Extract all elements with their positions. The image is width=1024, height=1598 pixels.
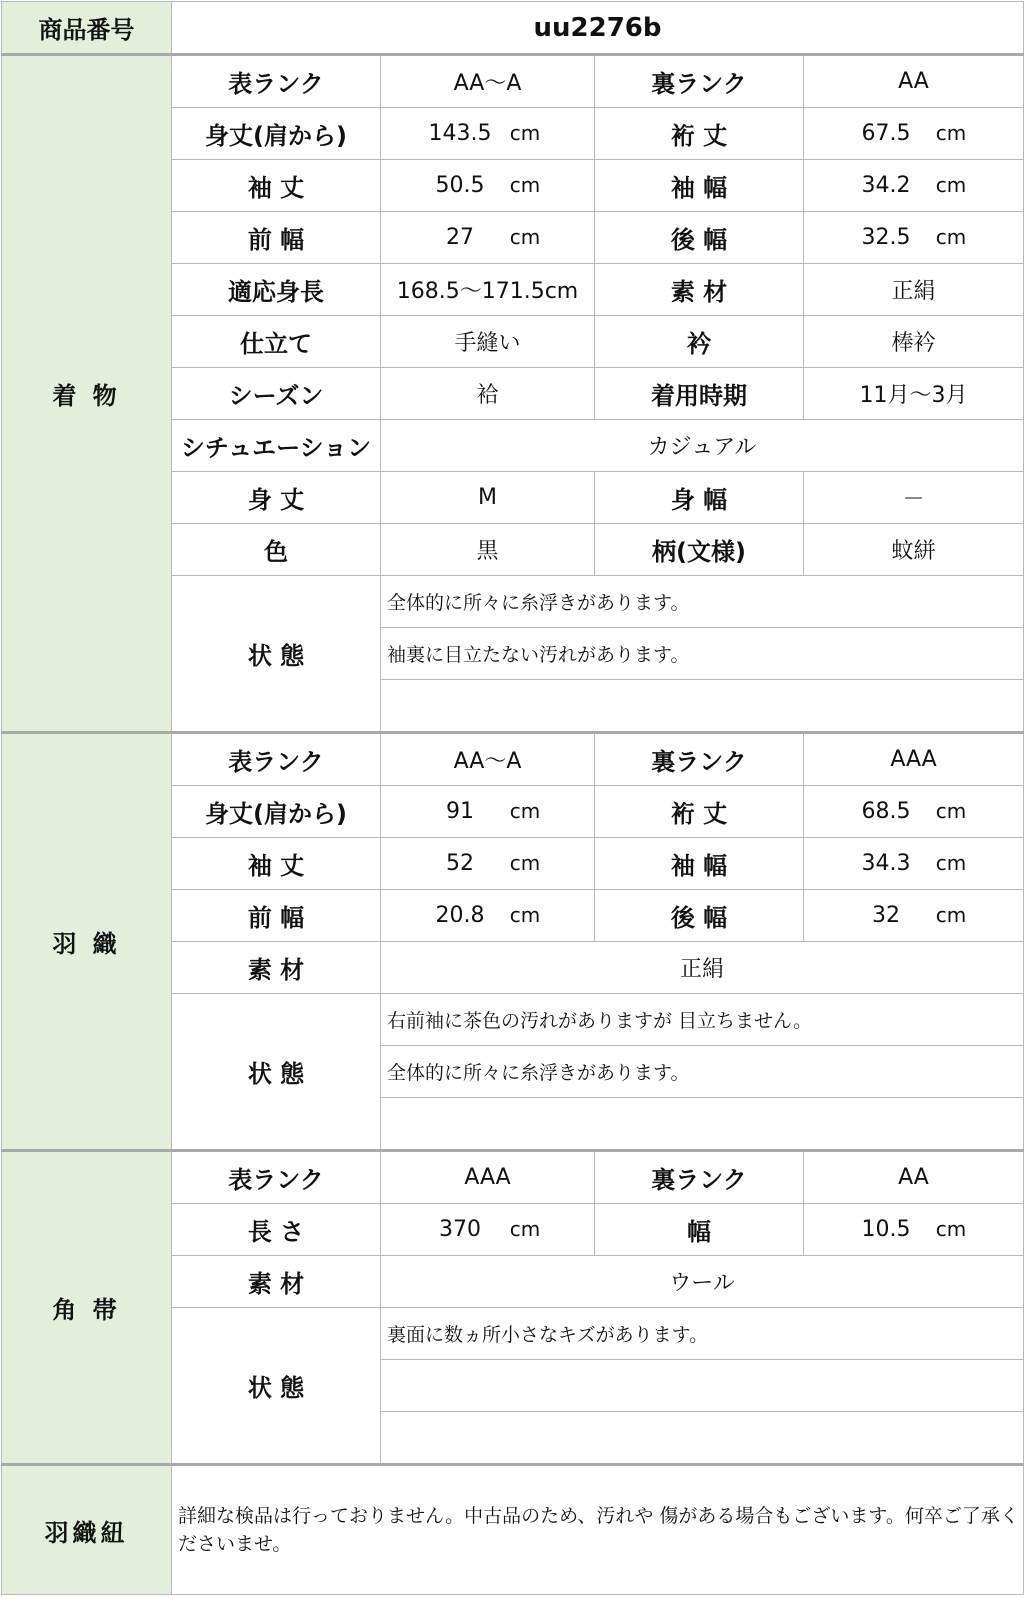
kimono-mitake-label: 身丈(肩から) [172,108,381,160]
kimono-condition-label: 状 態 [172,576,381,733]
kimono-sodehaba-cell [804,160,1024,212]
kakuobi-ura-rank-value: AA [804,1151,1024,1204]
haori-sodetake-unit: cm [509,851,541,875]
kimono-yuki-unit: cm [935,121,967,145]
haori-condition-line-3 [381,1098,1024,1151]
haori-maehaba-cell [381,890,595,942]
haori-mitake-cell [381,786,595,838]
kakuobi-section-title: 角 帯 [2,1151,172,1465]
kimono-eri-label: 衿 [595,316,804,368]
kimono-mihaba-value: － [804,472,1024,524]
kakuobi-rank-row [2,1151,1024,1204]
kimono-ushirohaba-label: 後 幅 [595,212,804,264]
kimono-mitake-unit: cm [509,121,541,145]
kimono-ushirohaba-cell [804,212,1024,264]
kimono-shitate-value: 手縫い [381,316,595,368]
haori-sodetake-label: 袖 丈 [172,838,381,890]
haori-sodehaba-unit: cm [935,851,967,875]
kakuobi-material-value: ウール [381,1256,1024,1308]
kimono-material-value: 正絹 [804,264,1024,316]
haori-material-value: 正絹 [381,942,1024,994]
haori-mitake-value: 91 [446,799,474,824]
haori-maehaba-unit: cm [509,903,541,927]
kimono-sodehaba-label: 袖 幅 [595,160,804,212]
kimono-maehaba-cell [381,212,595,264]
kakuobi-width-value: 10.5 [861,1217,911,1242]
haori-ushirohaba-value: 32 [872,903,900,928]
haori-sodetake-value: 52 [446,851,474,876]
kimono-color-value: 黒 [381,524,595,576]
kimono-situation-value: カジュアル [381,420,1024,472]
kakuobi-width-label: 幅 [595,1204,804,1256]
haori-yuki-label: 裄 丈 [595,786,804,838]
kimono-sodehaba-value: 34.2 [861,173,911,198]
product-number-row [2,2,1024,55]
kakuobi-omote-rank-label: 表ランク [172,1151,381,1204]
haori-yuki-cell [804,786,1024,838]
kakuobi-condition-label: 状 態 [172,1308,381,1465]
haori-yuki-unit: cm [935,799,967,823]
kimono-omote-rank-value: AA〜A [381,55,595,108]
kimono-section-title: 着 物 [2,55,172,733]
haori-sodehaba-cell [804,838,1024,890]
kimono-maehaba-label: 前 幅 [172,212,381,264]
haori-omote-rank-label: 表ランク [172,733,381,786]
kimono-pattern-value: 蚊絣 [804,524,1024,576]
haori-condition-label: 状 態 [172,994,381,1151]
kakuobi-width-unit: cm [935,1217,967,1241]
kimono-rank-row [2,55,1024,108]
kakuobi-width-cell [804,1204,1024,1256]
kakuobi-condition-line-1: 裏面に数ヵ所小さなキズがあります。 [381,1308,1024,1360]
kimono-sodehaba-unit: cm [935,173,967,197]
haori-condition-line-2: 全体的に所々に糸浮きがあります。 [381,1046,1024,1098]
kimono-ura-rank-label: 裏ランク [595,55,804,108]
haori-sodehaba-value: 34.3 [861,851,911,876]
product-number-label: 商品番号 [2,2,172,55]
kimono-mitake-value: 143.5 [428,121,492,146]
kakuobi-material-label: 素 材 [172,1256,381,1308]
kimono-period-label: 着用時期 [595,368,804,420]
kimono-omote-rank-label: 表ランク [172,55,381,108]
kimono-season-value: 袷 [381,368,595,420]
haori-ura-rank-label: 裏ランク [595,733,804,786]
kimono-size-value: M [381,472,595,524]
product-spec-table [1,1,1024,1595]
kimono-color-label: 色 [172,524,381,576]
kakuobi-length-value: 370 [439,1217,481,1242]
himo-section-title: 羽織紐 [2,1465,172,1595]
kakuobi-length-cell [381,1204,595,1256]
kimono-eri-value: 棒衿 [804,316,1024,368]
kakuobi-length-unit: cm [509,1217,541,1241]
kimono-period-value: 11月〜3月 [804,368,1024,420]
haori-mitake-unit: cm [509,799,541,823]
kimono-ushirohaba-value: 32.5 [861,225,911,250]
haori-yuki-value: 68.5 [861,799,911,824]
haori-rank-row [2,733,1024,786]
kakuobi-length-label: 長 さ [172,1204,381,1256]
kakuobi-condition-line-2 [381,1360,1024,1412]
kimono-mitake-cell [381,108,595,160]
haori-ushirohaba-label: 後 幅 [595,890,804,942]
haori-maehaba-label: 前 幅 [172,890,381,942]
kimono-condition-line-1: 全体的に所々に糸浮きがあります。 [381,576,1024,628]
kimono-yuki-cell [804,108,1024,160]
himo-row [2,1465,1024,1595]
haori-omote-rank-value: AA〜A [381,733,595,786]
haori-sodetake-cell [381,838,595,890]
kimono-maehaba-unit: cm [509,225,541,249]
kimono-mihaba-label: 身 幅 [595,472,804,524]
haori-section-title: 羽 織 [2,733,172,1151]
kimono-condition-line-3 [381,680,1024,733]
kimono-sodetake-label: 袖 丈 [172,160,381,212]
kimono-sodetake-unit: cm [509,173,541,197]
kimono-maehaba-value: 27 [446,225,474,250]
haori-maehaba-value: 20.8 [435,903,485,928]
haori-ura-rank-value: AAA [804,733,1024,786]
kimono-situation-label: シチュエーション [172,420,381,472]
haori-material-label: 素 材 [172,942,381,994]
haori-mitake-label: 身丈(肩から) [172,786,381,838]
kimono-condition-line-2: 袖裏に目立たない汚れがあります。 [381,628,1024,680]
kakuobi-condition-line-3 [381,1412,1024,1465]
kimono-shitate-label: 仕立て [172,316,381,368]
haori-ushirohaba-unit: cm [935,903,967,927]
kimono-yuki-label: 裄 丈 [595,108,804,160]
kimono-pattern-label: 柄(文様) [595,524,804,576]
product-number-value: uu2276b [172,2,1024,55]
kimono-yuki-value: 67.5 [861,121,911,146]
kimono-height-value: 168.5〜171.5cm [381,264,595,316]
kimono-sodetake-cell [381,160,595,212]
kimono-sodetake-value: 50.5 [435,173,485,198]
kimono-size-label: 身 丈 [172,472,381,524]
kimono-ura-rank-value: AA [804,55,1024,108]
kimono-material-label: 素 材 [595,264,804,316]
kimono-height-label: 適応身長 [172,264,381,316]
haori-ushirohaba-cell [804,890,1024,942]
haori-sodehaba-label: 袖 幅 [595,838,804,890]
kakuobi-ura-rank-label: 裏ランク [595,1151,804,1204]
himo-note: 詳細な検品は行っておりません。中古品のため、汚れや 傷がある場合もございます。何卒ご了承くださいませ。 [172,1465,1024,1595]
kakuobi-omote-rank-value: AAA [381,1151,595,1204]
haori-condition-line-1: 右前袖に茶色の汚れがありますが 目立ちません。 [381,994,1024,1046]
kimono-ushirohaba-unit: cm [935,225,967,249]
kimono-season-label: シーズン [172,368,381,420]
